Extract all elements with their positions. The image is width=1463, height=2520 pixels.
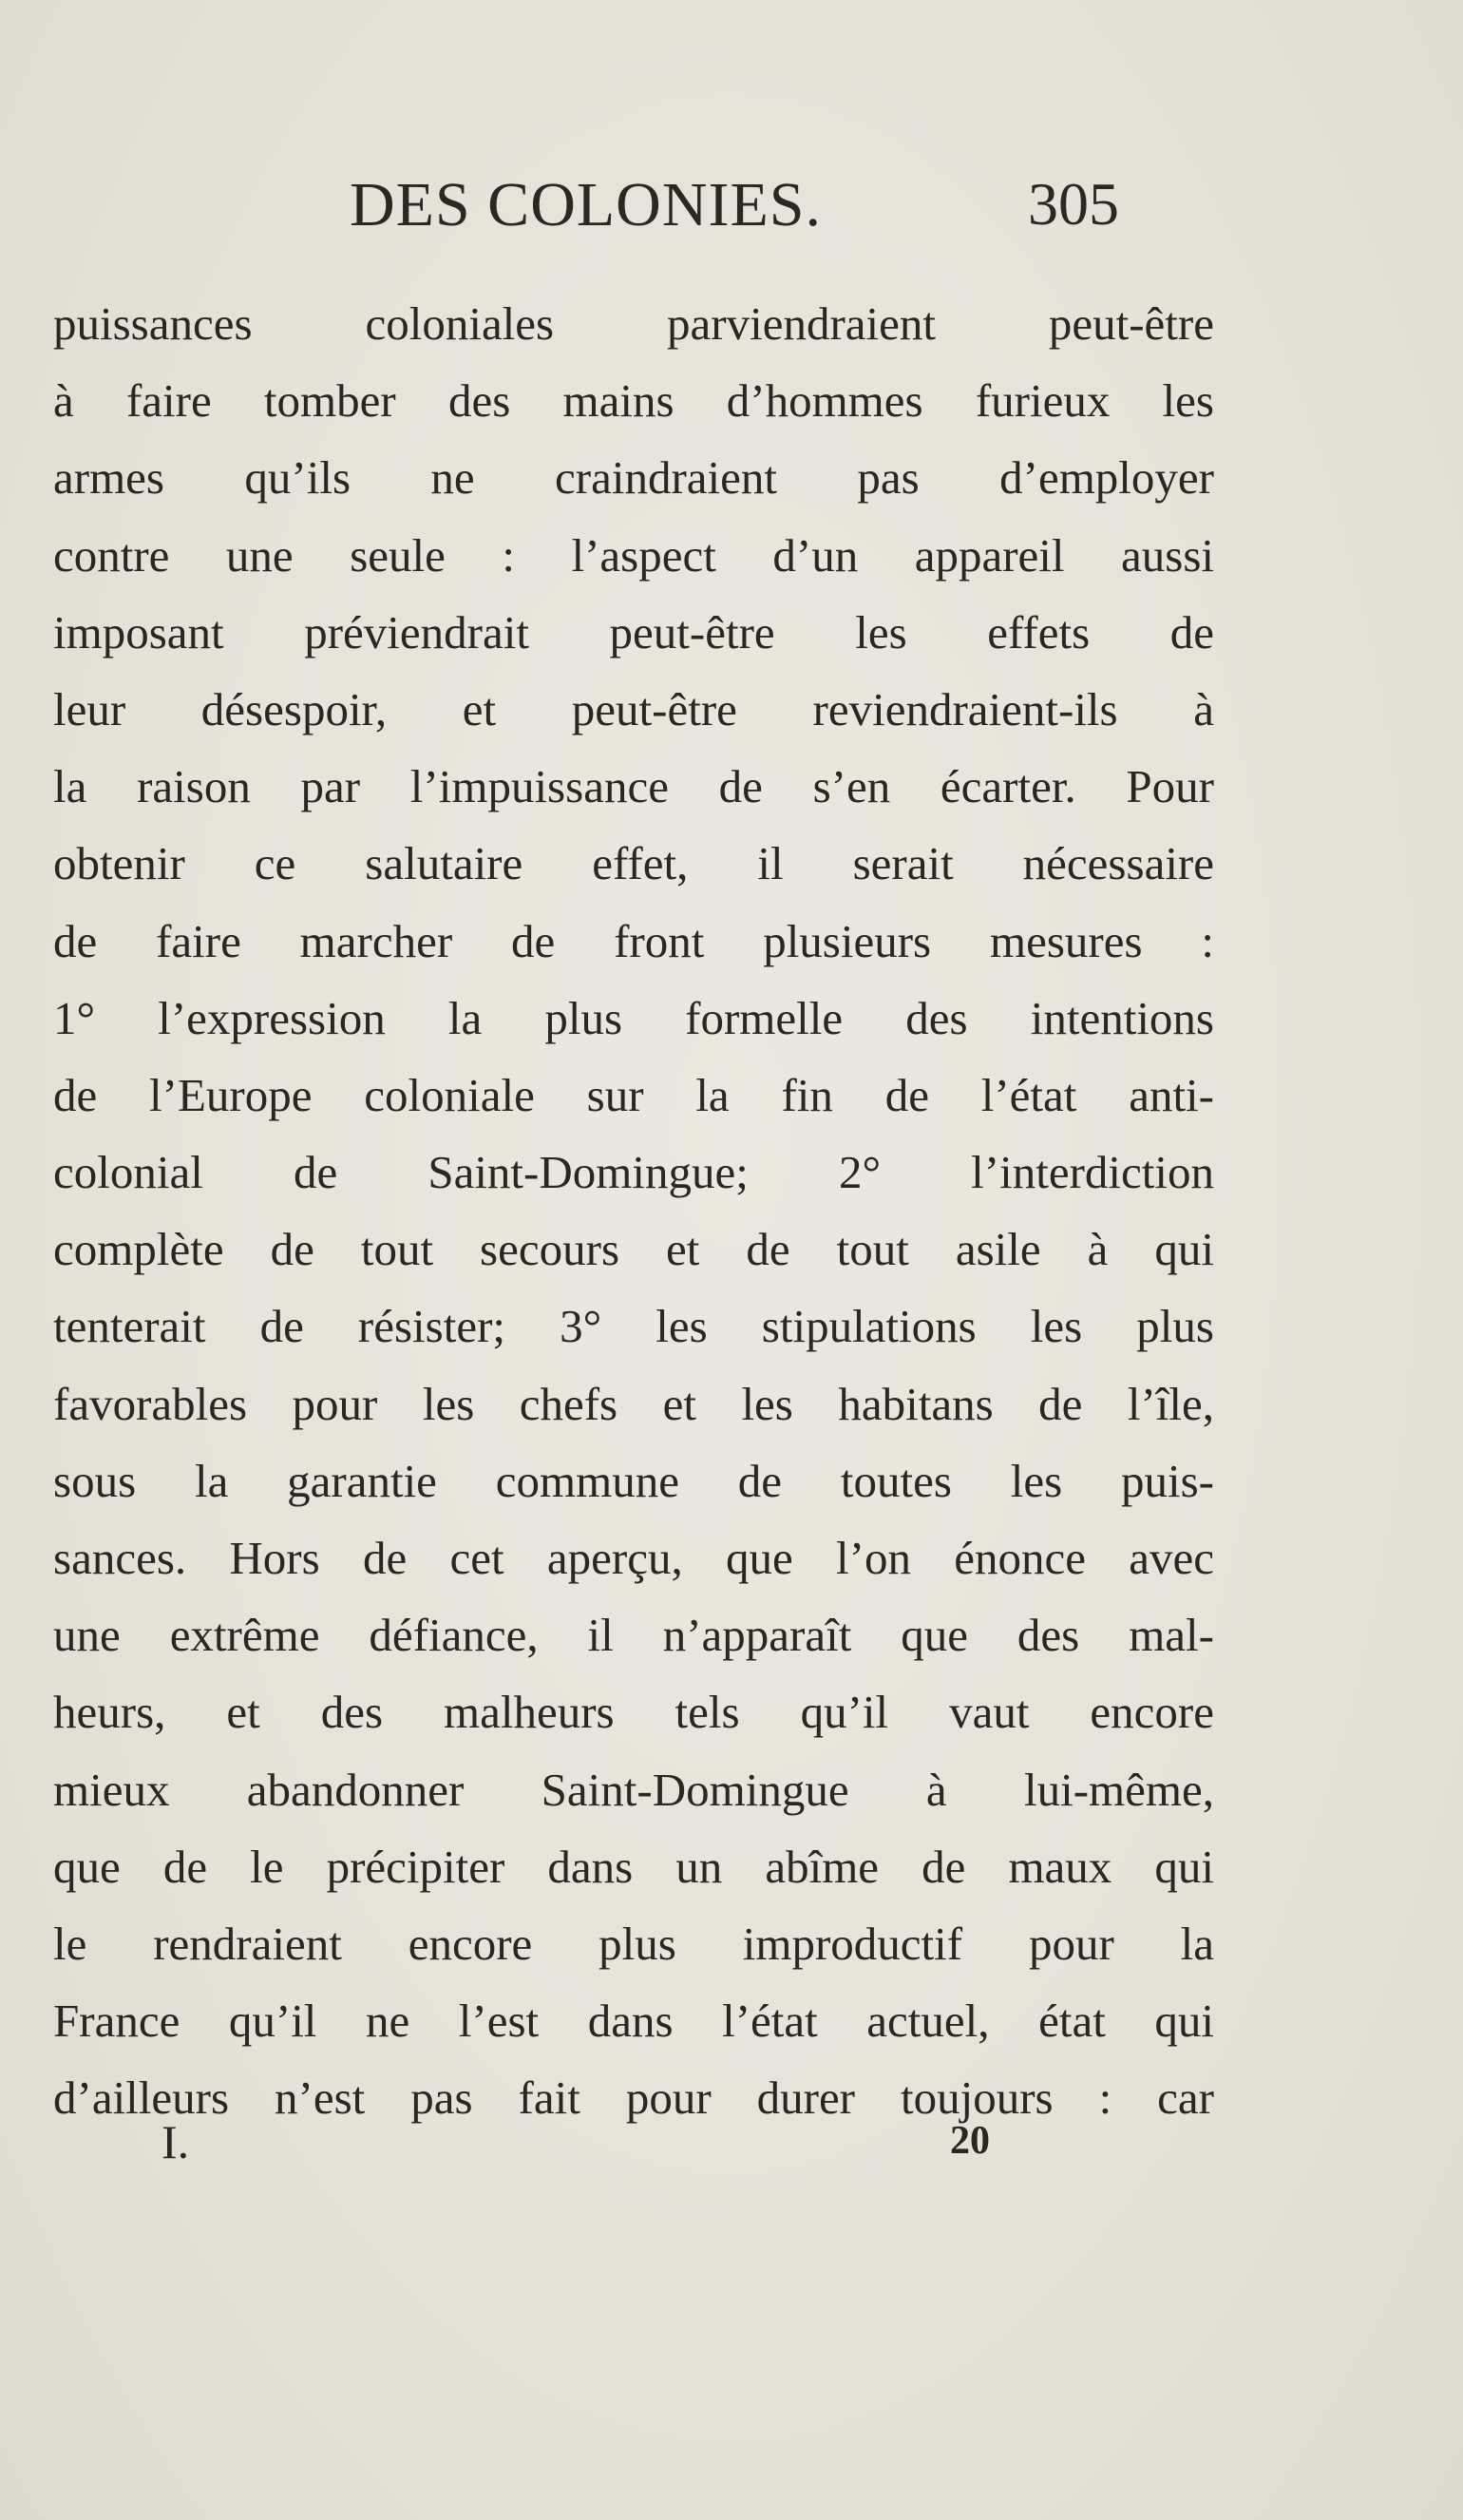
text-line: que de le précipiter dans un abîme de maux qui	[53, 1840, 1214, 1893]
text-line: France qu’il ne l’est dans l’état actuel, état qui	[53, 1995, 1214, 2048]
text-line: sances. Hors de cet aperçu, que l’on énonce avec	[53, 1532, 1214, 1584]
text-line: contre une seule : l’aspect d’un appareil aussi	[53, 528, 1214, 582]
text-line: puissances coloniales parviendraient peut-être	[53, 297, 1214, 350]
signature-mark: 20	[950, 2119, 990, 2163]
text-line: mieux abandonner Saint-Domingue à lui-même,	[53, 1763, 1214, 1816]
body-text	[53, 285, 1214, 2137]
text-line: leur désespoir, et peut-être reviendraient-ils à	[53, 682, 1214, 735]
text-line: d’ailleurs n’est pas fait pour durer toujours : car	[53, 2071, 1214, 2125]
text-line: heurs, et des malheurs tels qu’il vaut encore	[53, 1686, 1214, 1739]
text-line: armes qu’ils ne craindraient pas d’employer	[53, 451, 1214, 505]
running-title: DES COLONIES.	[350, 170, 823, 239]
text-line: une extrême défiance, il n’apparaît que des mal-	[53, 1609, 1214, 1662]
text-line: 1° l’expression la plus formelle des intentions	[53, 991, 1214, 1044]
text-line: obtenir ce salutaire effet, il serait nécessaire	[53, 837, 1214, 890]
page-number: 305	[1028, 170, 1119, 238]
text-line: complète de tout secours et de tout asile à qui	[53, 1223, 1214, 1276]
page-footer	[0, 2114, 1463, 2181]
text-line: imposant préviendrait peut-être les effets de	[53, 605, 1214, 659]
text-line: favorables pour les chefs et les habitans de l’île,	[53, 1377, 1214, 1430]
text-line: de faire marcher de front plusieurs mesures :	[53, 914, 1214, 967]
text-line: colonial de Saint-Domingue; 2° l’interdiction	[53, 1146, 1214, 1199]
volume-mark: I.	[162, 2115, 190, 2168]
text-line: à faire tomber des mains d’hommes furieux les	[53, 374, 1214, 428]
text-line: la raison par l’impuissance de s’en écarter. Pour	[53, 760, 1214, 813]
text-line: de l’Europe coloniale sur la fin de l’état anti-	[53, 1068, 1214, 1121]
text-line: tenterait de résister; 3° les stipulations les plus	[53, 1300, 1214, 1353]
text-line: le rendraient encore plus improductif pour la	[53, 1917, 1214, 1970]
running-head	[0, 160, 1463, 245]
text-line: sous la garantie commune de toutes les puis-	[53, 1454, 1214, 1507]
